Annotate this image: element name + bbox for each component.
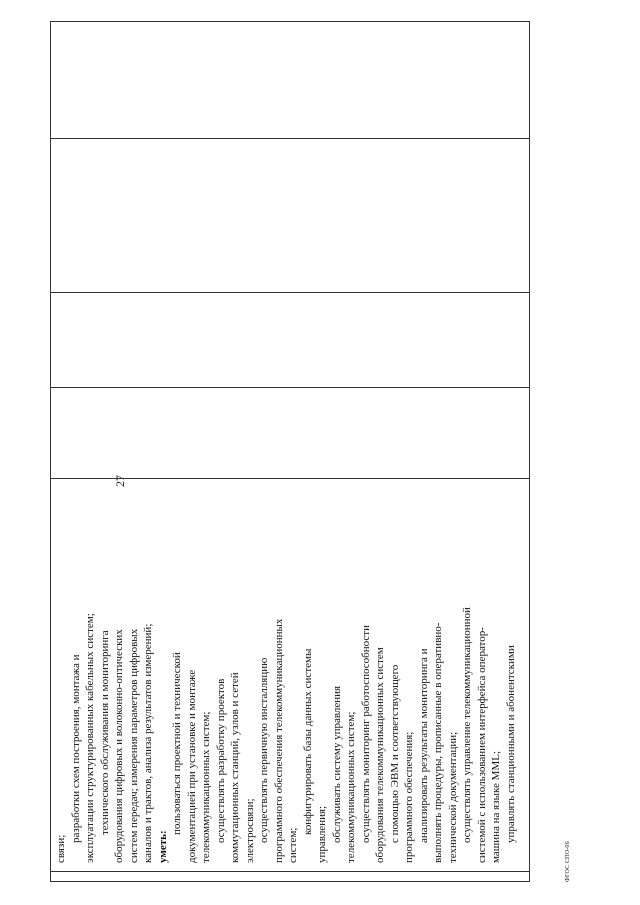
content-line: технической документации; — [446, 731, 459, 863]
content-line: машина на языке MML; — [490, 751, 502, 863]
content-line: управлять станционными и абонентскими — [504, 645, 517, 843]
content-line: телекоммуникационных систем; — [345, 711, 357, 863]
content-line: оборудования телекоммуникационных систем — [374, 647, 386, 863]
content-line: осуществлять первичную инсталляцию — [258, 657, 270, 843]
content-line: технического обслуживания и мониторинга — [98, 630, 111, 835]
content-line: систем; — [287, 827, 299, 863]
footer-label: ФГОС СПО-06 — [565, 841, 571, 882]
content-line: анализировать результаты мониторинга и — [417, 648, 430, 843]
content-line: пользоваться проектной и технической — [171, 652, 183, 835]
content-line: программного обеспечения; — [403, 731, 415, 863]
content-line: каналов и трактов, анализа результатов измерений; — [142, 623, 154, 863]
content-text — [51, 479, 518, 871]
content-line: оборудования цифровых и волоконно-оптических — [113, 629, 125, 863]
content-line: электросвязи; — [243, 798, 256, 863]
content-line: с помощью ЭВМ и соответствующего — [388, 664, 401, 843]
rotated-page-content — [50, 22, 590, 882]
content-line: эксплуатации структурированных кабельных систем; — [84, 613, 96, 863]
table-cell-empty — [51, 22, 530, 139]
content-line: связи; — [55, 834, 67, 863]
content-line: осуществлять мониторинг работоспособности — [359, 625, 372, 843]
page-number: 27 — [113, 475, 127, 487]
table-cell-empty — [51, 388, 530, 479]
content-line: документацией при установке и монтаже — [185, 669, 198, 863]
content-line: выполнять процедуры, прописанные в оперативно- — [432, 622, 444, 863]
table-cell-index — [51, 872, 530, 882]
table-cell-empty — [51, 139, 530, 293]
content-line: программного обеспечения телекоммуникационных — [272, 618, 285, 863]
content-line: осуществлять управление телекоммуникационной — [461, 607, 473, 843]
content-line: систем передач; измерения параметров цифровых — [127, 628, 140, 863]
content-line: системой с использованием интерфейса оператор- — [475, 627, 488, 863]
content-line: уметь: — [156, 830, 169, 863]
table-cell-content — [51, 479, 530, 872]
content-line: осуществлять разработку проектов — [214, 678, 227, 843]
content-line: разработки схем построения, монтажа и — [69, 654, 82, 843]
competency-table — [50, 21, 530, 882]
content-line: обслуживать систему управления — [330, 685, 343, 843]
content-line: конфигурировать базы данных системы — [301, 648, 314, 835]
content-line: телекоммуникационных систем; — [200, 711, 212, 863]
content-line: управления; — [316, 805, 328, 863]
table-cell-empty — [51, 293, 530, 388]
content-line: коммутационных станций, узлов и сетей — [229, 672, 241, 863]
table-row — [51, 22, 530, 882]
